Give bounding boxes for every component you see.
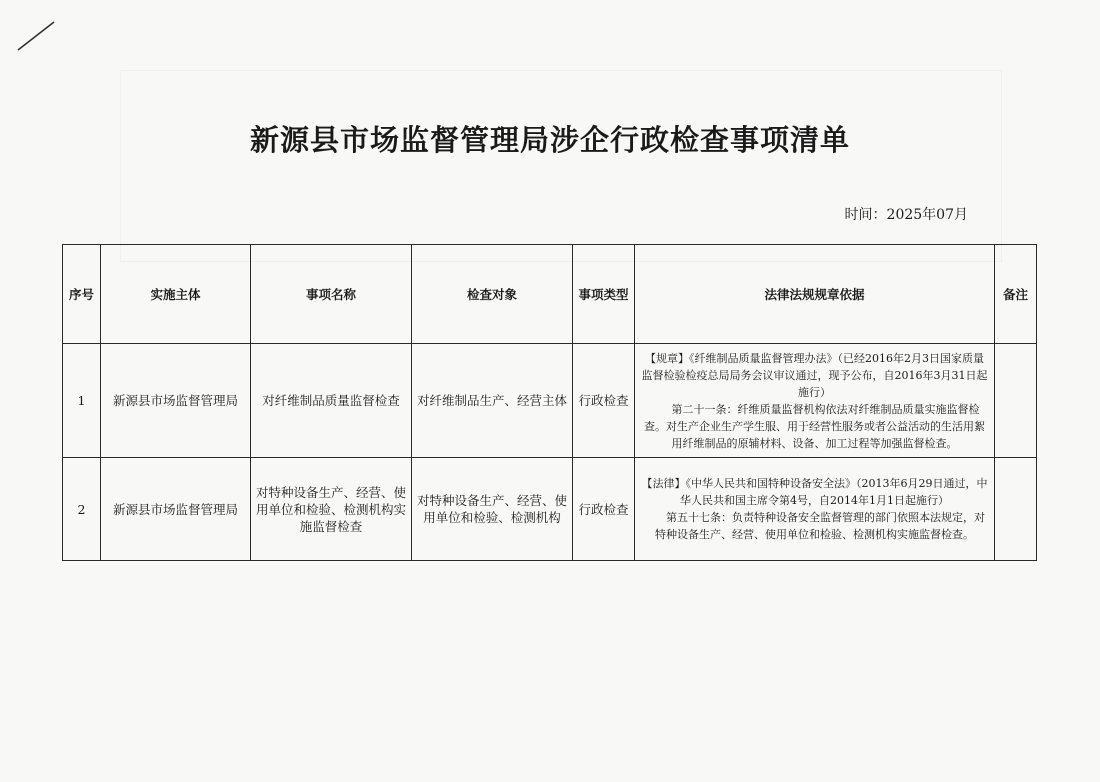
table-row [63, 458, 1037, 561]
cell-type: 行政检查 [573, 344, 635, 458]
cell-index: 2 [63, 458, 101, 561]
cell-remark [995, 458, 1037, 561]
header-target: 检查对象 [412, 245, 573, 344]
scan-pen-mark [14, 18, 58, 52]
date-label: 时间： [844, 207, 887, 223]
inspection-items-table [62, 244, 1037, 561]
table-header-row [63, 245, 1037, 344]
cell-remark [995, 344, 1037, 458]
legal-source: 【规章】《纤维制品质量监督管理办法》（已经2016年2月3日国家质量监督检验检疫总局局务会议审议通过，现予公布，自2016年3月31日起施行） [641, 351, 988, 399]
legal-clause: 第二十一条：纤维质量监督机构依法对纤维制品质量实施监督检查。对生产企业生产学生服、用于经营性服务或者公益活动的生活用絮用纤维制品的原辅材料、设备、加工过程等加强监督检查。 [644, 402, 985, 450]
header-type: 事项类型 [573, 245, 635, 344]
cell-type: 行政检查 [573, 458, 635, 561]
legal-source: 【法律】《中华人民共和国特种设备安全法》（2013年6月29日通过，中华人民共和国主席令第4号，自2014年1月1日起施行） [641, 477, 988, 507]
date-value: 2025年07月 [886, 207, 968, 223]
page-title: 新源县市场监督管理局涉企行政检查事项清单 [249, 123, 850, 157]
cell-item-name: 对特种设备生产、经营、使用单位和检验、检测机构实施监督检查 [251, 458, 412, 561]
cell-target: 对特种设备生产、经营、使用单位和检验、检测机构 [412, 458, 573, 561]
cell-agency: 新源县市场监督管理局 [101, 458, 251, 561]
date-line [845, 204, 968, 224]
table-row [63, 344, 1037, 458]
cell-agency: 新源县市场监督管理局 [101, 344, 251, 458]
header-remark: 备注 [995, 245, 1037, 344]
header-item-name: 事项名称 [251, 245, 412, 344]
cell-legal-basis [635, 344, 995, 458]
bleed-through-shadow [120, 70, 1002, 262]
cell-target: 对纤维制品生产、经营主体 [412, 344, 573, 458]
cell-item-name: 对纤维制品质量监督检查 [251, 344, 412, 458]
legal-clause: 第五十七条：负责特种设备安全监督管理的部门依照本法规定，对特种设备生产、经营、使用单位和检验、检测机构实施监督检查。 [655, 511, 985, 541]
cell-legal-basis [635, 458, 995, 561]
header-legal-basis: 法律法规规章依据 [635, 245, 995, 344]
header-index: 序号 [63, 245, 101, 344]
cell-index: 1 [63, 344, 101, 458]
header-agency: 实施主体 [101, 245, 251, 344]
